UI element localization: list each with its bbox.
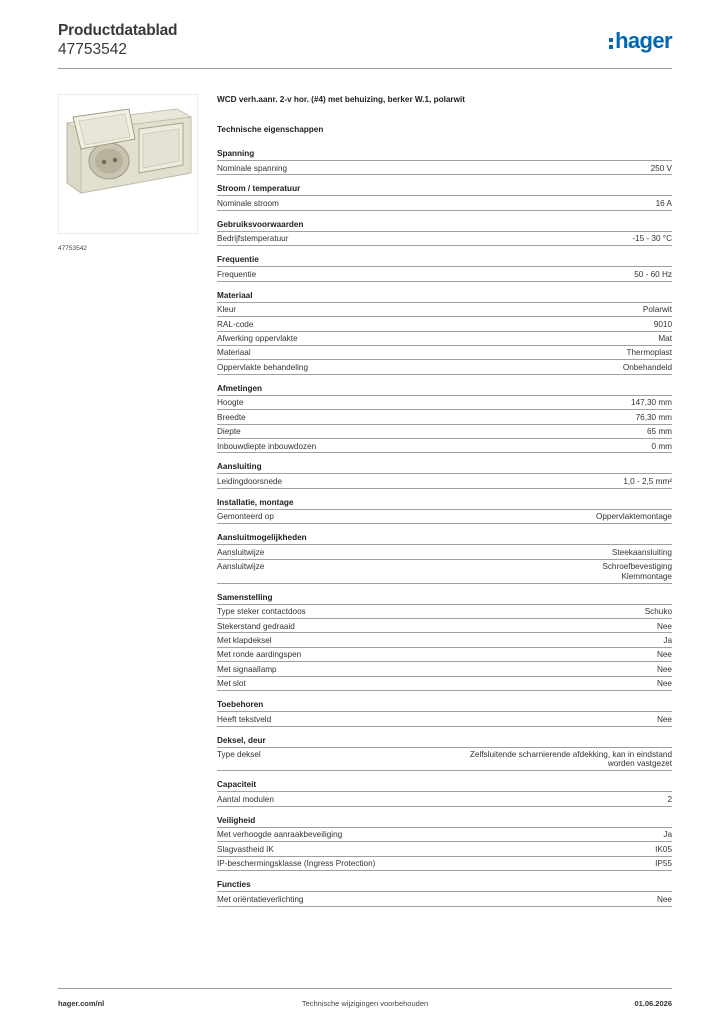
spec-value: Zelfsluitende scharnierende afdekking, kan in eindstand worden vastgezet [469,750,672,769]
spec-sections [217,149,672,907]
product-name: WCD verh.aanr. 2-v hor. (#4) met behuizing, berker W.1, polarwit [217,95,465,104]
spec-row [217,346,672,360]
spec-label: Type deksel [217,750,261,760]
spec-value: Oppervlaktemontage [595,512,672,522]
spec-content [217,95,672,916]
spec-label: Breedte [217,412,246,422]
spec-label: Stekerstand gedraaid [217,621,295,631]
spec-value: Nee [656,714,672,724]
spec-label: IP-beschermingsklasse (Ingress Protection) [217,859,376,869]
spec-row [217,633,672,647]
spec-row [217,396,672,410]
spec-value: 76,30 mm [635,412,672,422]
section-title: Functies [217,880,672,892]
spec-row [217,196,672,210]
spec-value: IP55 [655,859,672,869]
spec-section [217,700,672,726]
spec-label: RAL-code [217,319,254,329]
footer-date: 01.06.2026 [634,999,672,1008]
spec-row [217,303,672,317]
spec-value: 0 mm [651,441,672,451]
spec-label: Met klapdeksel [217,635,272,645]
section-title: Aansluitmogelijkheden [217,533,672,545]
spec-row [217,332,672,346]
spec-section [217,220,672,246]
spec-label: Diepte [217,427,241,437]
spec-section [217,736,672,772]
spec-value: Nee [656,679,672,689]
spec-label: Met signaallamp [217,664,277,674]
logo-dots-icon [609,38,613,49]
spec-row [217,857,672,871]
spec-row [217,161,672,175]
spec-label: Met slot [217,679,246,689]
spec-row [217,892,672,906]
spec-label: Inbouwdiepte inbouwdozen [217,441,317,451]
section-title: Veiligheid [217,816,672,828]
spec-label: Bedrijfstemperatuur [217,234,289,244]
document-footer [58,988,672,1008]
spec-value: Ja [663,830,672,840]
logo-text: hager [615,28,672,53]
section-title: Toebehoren [217,700,672,712]
photo-caption: 47753542 [58,245,87,252]
spec-row [217,410,672,424]
spec-row [217,619,672,633]
hager-logo[interactable] [609,30,672,52]
spec-row [217,712,672,726]
spec-label: Frequentie [217,269,257,279]
spec-label: Nominale spanning [217,163,288,173]
spec-value: Schuko [644,607,672,617]
spec-row [217,662,672,676]
spec-value: 16 A [655,198,672,208]
spec-label: Aansluitwijze [217,562,265,572]
spec-row [217,792,672,806]
spec-section [217,462,672,488]
spec-section [217,593,672,692]
spec-value: Nee [656,894,672,904]
spec-value: Mat [658,334,672,344]
spec-value: Schroefbevestiging Klemmontage [602,562,672,581]
spec-label: Nominale stroom [217,198,279,208]
spec-section [217,880,672,906]
section-title: Frequentie [217,255,672,267]
section-title: Gebruiksvoorwaarden [217,220,672,232]
spec-row [217,267,672,281]
spec-row [217,560,672,584]
spec-section [217,291,672,375]
spec-section [217,498,672,524]
spec-label: Materiaal [217,348,251,358]
product-code: 47753542 [58,41,127,58]
spec-label: Afwerking oppervlakte [217,334,298,344]
spec-section [217,255,672,281]
section-title: Deksel, deur [217,736,672,748]
spec-label: Type steker contactdoos [217,607,306,617]
spec-row [217,545,672,559]
section-title: Materiaal [217,291,672,303]
spec-value: 9010 [653,319,672,329]
spec-label: Met verhoogde aanraakbeveiliging [217,830,343,840]
spec-row [217,648,672,662]
socket-outlet-icon [59,95,197,233]
document-title: Productdatablad [58,22,178,39]
spec-row [217,474,672,488]
spec-row [217,748,672,772]
spec-row [217,828,672,842]
tech-heading: Technische eigenschappen [217,125,324,134]
section-title: Stroom / temperatuur [217,184,672,196]
spec-label: Leidingdoorsnede [217,476,283,486]
document-header [58,22,177,59]
spec-value: IK05 [655,844,672,854]
footer-disclaimer: Technische wijzigingen voorbehouden [301,999,429,1008]
spec-row [217,232,672,246]
spec-value: 147,30 mm [631,398,672,408]
spec-value: Ja [663,635,672,645]
spec-value: Steekaansluiting [611,547,672,557]
section-title: Spanning [217,149,672,161]
spec-section [217,533,672,583]
spec-value: Thermoplast [626,348,672,358]
header-divider [58,68,672,69]
spec-section [217,184,672,210]
section-title: Installatie, montage [217,498,672,510]
spec-label: Met oriëntatieverlichting [217,894,304,904]
spec-value: 1,0 - 2,5 mm² [623,476,672,486]
section-title: Afmetingen [217,384,672,396]
section-title: Capaciteit [217,780,672,792]
product-photo [58,94,198,234]
spec-value: Onbehandeld [622,362,672,372]
spec-label: Oppervlakte behandeling [217,362,309,372]
spec-row [217,317,672,331]
spec-value: Nee [656,664,672,674]
spec-label: Heeft tekstveld [217,714,272,724]
spec-row [217,360,672,374]
section-title: Samenstelling [217,593,672,605]
spec-label: Aansluitwijze [217,547,265,557]
spec-value: Nee [656,650,672,660]
footer-website-link[interactable]: hager.com/nl [58,999,105,1008]
spec-row [217,439,672,453]
spec-row [217,677,672,691]
spec-value: 2 [667,794,672,804]
spec-value: 250 V [650,163,672,173]
spec-value: -15 - 30 °C [632,234,672,244]
spec-label: Hoogte [217,398,244,408]
spec-value: 65 mm [646,427,672,437]
spec-row [217,425,672,439]
spec-label: Gemonteerd op [217,512,274,522]
spec-section [217,149,672,175]
section-title: Aansluiting [217,462,672,474]
spec-value: 50 - 60 Hz [634,269,672,279]
spec-value: Nee [656,621,672,631]
spec-row [217,605,672,619]
spec-label: Met ronde aardingspen [217,650,302,660]
spec-value: Polarwit [642,305,672,315]
spec-row [217,842,672,856]
spec-section [217,780,672,806]
spec-label: Slagvastheid IK [217,844,274,854]
spec-row [217,510,672,524]
spec-section [217,384,672,454]
spec-section [217,816,672,871]
spec-label: Aantal modulen [217,794,274,804]
spec-label: Kleur [217,305,237,315]
